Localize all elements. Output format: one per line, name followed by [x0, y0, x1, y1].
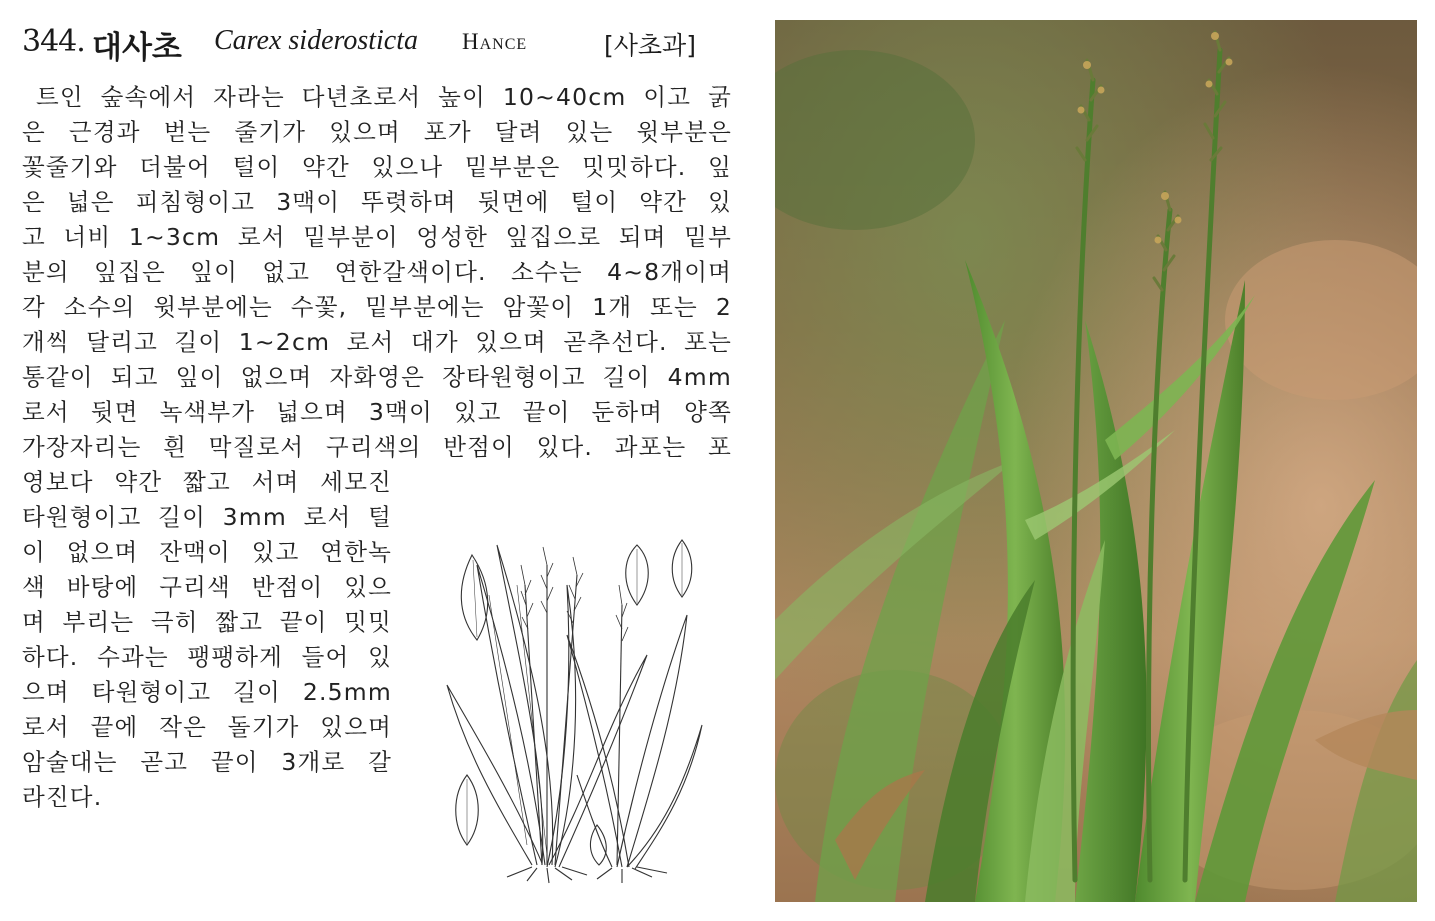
text-line: 암술대는 곧고 끝이 3개로 갈	[22, 748, 392, 776]
text-line: 은 넓은 피침형이고 3맥이 뚜렷하며 뒷면에 털이 약간 있	[22, 188, 732, 216]
family-name: [사초과]	[604, 31, 696, 60]
text-line: 개씩 달리고 길이 1~2cm 로서 대가 있으며 곧추선다. 포는	[22, 328, 732, 356]
text-line: 이 없으며 잔맥이 있고 연한녹	[22, 538, 392, 566]
text-line: 타원형이고 길이 3mm 로서 털	[22, 503, 392, 531]
scientific-name: Carex siderosticta	[214, 25, 419, 56]
text-line: 으며 타원형이고 길이 2.5mm	[22, 678, 392, 706]
text-line: 고 너비 1~3cm 로서 밑부분이 엉성한 잎집으로 되며 밑부	[22, 223, 732, 251]
text-line: 가장자리는 흰 막질로서 구리색의 반점이 있다. 과포는 포	[22, 433, 732, 461]
entry-header	[22, 14, 742, 64]
author-name: Hance	[462, 29, 528, 54]
text-line: 꽃줄기와 더불어 털이 약간 있으나 밑부분은 밋밋하다. 잎	[22, 153, 732, 181]
text-line: 색 바탕에 구리색 반점이 있으	[22, 573, 392, 601]
korean-name: 대사초	[92, 30, 182, 66]
entry-number: 344.	[22, 24, 85, 59]
text-line: 트인 숲속에서 자라는 다년초로서 높이 10~40cm 이고 굵	[36, 83, 732, 111]
text-line: 통같이 되고 잎이 없으며 자화영은 장타원형이고 길이 4mm	[22, 363, 732, 391]
text-line: 며 부리는 극히 짧고 끝이 밋밋	[22, 608, 392, 636]
text-line: 로서 뒷면 녹색부가 넓으며 3맥이 있고 끝이 둔하며 양쪽	[22, 398, 732, 426]
text-line: 각 소수의 윗부분에는 수꽃, 밑부분에는 암꽃이 1개 또는 2	[22, 293, 732, 321]
plant-photograph	[775, 20, 1417, 902]
text-line: 로서 끝에 작은 돌기가 있으며	[22, 713, 392, 741]
text-line: 하다. 수과는 팽팽하게 들어 있	[22, 643, 392, 671]
botanical-illustration	[437, 525, 705, 885]
text-line: 영보다 약간 짧고 서며 세모진	[22, 468, 392, 496]
text-line: 은 근경과 벋는 줄기가 있으며 포가 달려 있는 윗부분은	[22, 118, 732, 146]
text-line: 분의 잎집은 잎이 없고 연한갈색이다. 소수는 4~8개이며	[22, 258, 732, 286]
text-line: 라진다.	[22, 783, 103, 811]
